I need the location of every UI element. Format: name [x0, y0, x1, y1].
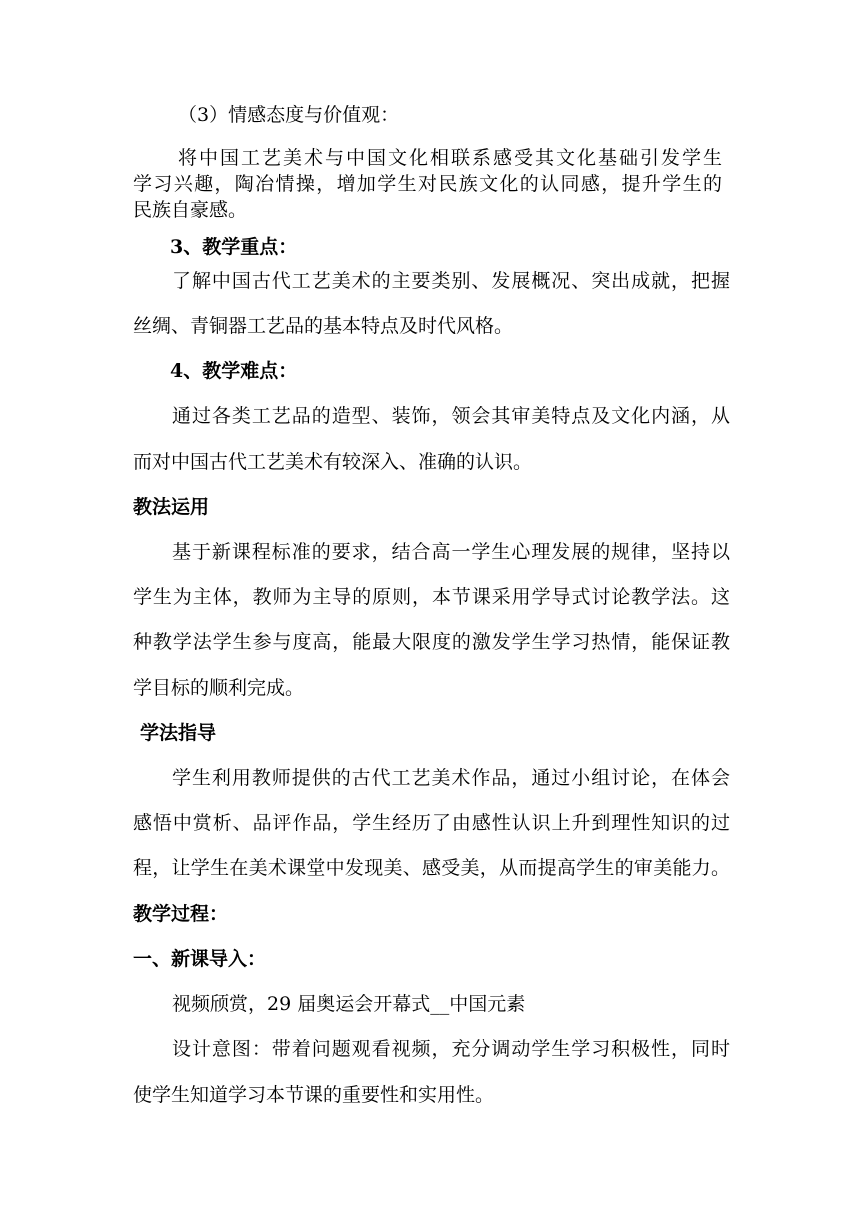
key-points-heading: 3、教学重点： [170, 236, 298, 258]
attitude-paragraph-line-2: 学习兴趣，陶冶情操，增加学生对民族文化的认同感，提升学生的 [133, 173, 722, 195]
key-points-paragraph-line-1: 了解中国古代工艺美术的主要类别、发展概况、突出成就，把握 [172, 270, 730, 292]
method-paragraph-line-4: 学目标的顺利完成。 [133, 677, 305, 699]
key-points-paragraph-line-2: 丝绸、青铜器工艺品的基本特点及时代风格。 [133, 315, 514, 337]
difficulties-paragraph-line-2: 而对中国古代工艺美术有较深入、准确的认识。 [133, 451, 533, 473]
study-paragraph-line-1: 学生利用教师提供的古代工艺美术作品，通过小组讨论，在体会 [172, 767, 730, 789]
method-heading: 教法运用 [133, 496, 210, 518]
study-heading: 学法指导 [140, 722, 217, 744]
study-paragraph-line-3: 程，让学生在美术课堂中发现美、感受美，从而提高学生的审美能力。 [133, 857, 730, 879]
difficulties-heading: 4、教学难点： [170, 360, 298, 382]
study-paragraph-line-2: 感悟中赏析、品评作品，学生经历了由感性认识上升到理性知识的过 [133, 812, 730, 834]
process-heading: 教学过程： [133, 903, 229, 925]
intro-heading: 一、新课导入： [133, 948, 267, 970]
attitude-paragraph-line-3: 民族自豪感。 [133, 199, 248, 221]
difficulties-paragraph-line-1: 通过各类工艺品的造型、装饰，领会其审美特点及文化内涵，从 [172, 405, 730, 427]
intro-video-line: 视频颀赏，29 届奥运会开幕式__中国元素 [172, 993, 526, 1015]
method-paragraph-line-3: 种教学法学生参与度高，能最大限度的激发学生学习热情，能保证教 [133, 631, 730, 653]
method-paragraph-line-1: 基于新课程标准的要求，结合高一学生心理发展的规律，坚持以 [172, 541, 730, 563]
attitude-paragraph-line-1: 将中国工艺美术与中国文化相联系感受其文化基础引发学生 [178, 147, 722, 169]
intro-design-line-1: 设计意图：带着问题观看视频，充分调动学生学习积极性，同时 [172, 1038, 730, 1060]
attitude-heading: （3）情感态度与价值观： [178, 104, 400, 126]
method-paragraph-line-2: 学生为主体，教师为主导的原则，本节课采用学导式讨论教学法。这 [133, 586, 730, 608]
intro-design-line-2: 使学生知道学习本节课的重要性和实用性。 [133, 1084, 495, 1106]
